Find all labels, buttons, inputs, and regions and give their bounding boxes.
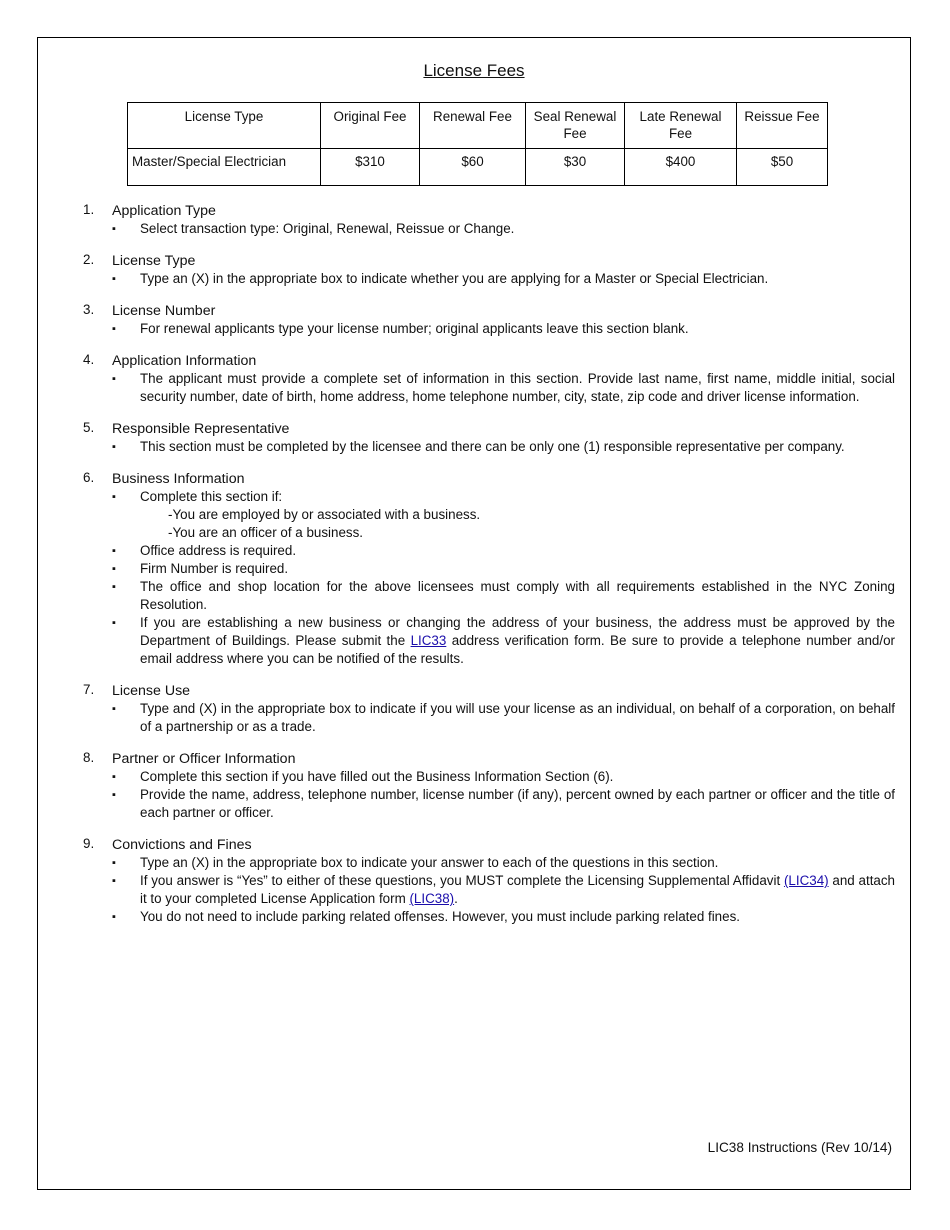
section-application-type [83, 202, 895, 238]
page-frame [37, 37, 911, 1190]
section-number: 5. [83, 420, 95, 435]
bullet-item: ▪ Type an (X) in the appropriate box to indicate whether you are applying for a Master or Special Electrician. [140, 270, 895, 288]
bullet-text: If you are establishing a new business or changing the address of your business, the address must be approved by the Department of Buildings. Please submit the [140, 615, 895, 648]
section-number: 4. [83, 352, 95, 367]
section-heading: Partner or Officer Information [112, 751, 296, 767]
bullet-item: ▪ Provide the name, address, telephone number, license number (if any), percent owned by each partner or officer and the title of each partner or officer. [140, 786, 895, 822]
section-heading: License Type [112, 253, 196, 269]
bullet-text: If you answer is “Yes” to either of these questions, you MUST complete the Licensing Supplemental Affidavit [140, 873, 784, 888]
section-heading: Business Information [112, 471, 245, 487]
section-heading: Application Type [112, 203, 216, 219]
bullet-item: ▪ Select transaction type: Original, Renewal, Reissue or Change. [140, 220, 895, 238]
section-convictions-and-fines [83, 836, 895, 926]
header-original-fee: Original Fee [321, 103, 420, 149]
bullet-item: ▪ Type and (X) in the appropriate box to indicate if you will use your license as an individual, on behalf of a corporation, on behalf of a partnership or as a trade. [140, 700, 895, 736]
bullet-text: . [454, 891, 458, 906]
cell-license-type: Master/Special Electrician [128, 149, 321, 186]
section-number: 9. [83, 836, 95, 851]
cell-late-renewal-fee: $400 [625, 149, 737, 186]
fee-table-header-row [128, 103, 828, 149]
instructions-list [83, 202, 895, 940]
footer-revision: LIC38 Instructions (Rev 10/14) [707, 1140, 892, 1155]
lic38-link[interactable]: (LIC38) [409, 891, 455, 906]
section-number: 1. [83, 202, 95, 217]
cell-renewal-fee: $60 [420, 149, 526, 186]
bullet-item: ▪ The office and shop location for the above licensees must comply with all requirements established in the NYC Zoning Resolution. [140, 578, 895, 614]
bullet-item: ▪ Complete this section if you have filled out the Business Information Section (6). [140, 768, 895, 786]
cell-reissue-fee: $50 [737, 149, 828, 186]
table-row [128, 149, 828, 186]
header-reissue-fee: Reissue Fee [737, 103, 828, 149]
section-heading: License Use [112, 683, 191, 699]
bullet-item [140, 872, 895, 908]
cell-seal-renewal-fee: $30 [526, 149, 625, 186]
section-license-type [83, 252, 895, 288]
bullet-text: Complete this section if: [140, 489, 283, 504]
bullet-item: ▪ The applicant must provide a complete set of information in this section. Provide last name, first name, middle initial, social security number, date of birth, home address, home telephone number, city, state, zip code and driver license information. [140, 370, 895, 406]
page-title: License Fees [423, 61, 525, 80]
section-number: 2. [83, 252, 95, 267]
bullet-item: ▪ This section must be completed by the licensee and there can be only one (1) responsible representative per company. [140, 438, 895, 456]
section-license-use [83, 682, 895, 736]
bullet-item [140, 488, 895, 542]
section-responsible-representative [83, 420, 895, 456]
bullet-text: address verification form. Be sure to provide a telephone number and/or email address where you can be notified of the results. [140, 633, 895, 666]
sub-item: -You are an officer of a business. [168, 525, 364, 540]
sub-item: -You are employed by or associated with a business. [168, 507, 481, 522]
section-number: 7. [83, 682, 95, 697]
section-number: 6. [83, 470, 95, 485]
bullet-item: ▪ Office address is required. [140, 542, 895, 560]
section-partner-officer-information [83, 750, 895, 822]
section-number: 8. [83, 750, 95, 765]
bullet-item: ▪ You do not need to include parking related offenses. However, you must include parking related fines. [140, 908, 895, 926]
bullet-item: ▪ Type an (X) in the appropriate box to indicate your answer to each of the questions in this section. [140, 854, 895, 872]
section-license-number [83, 302, 895, 338]
section-heading: Convictions and Fines [112, 837, 252, 853]
lic34-link[interactable]: (LIC34) [783, 873, 829, 888]
section-heading: Responsible Representative [112, 421, 290, 437]
section-number: 3. [83, 302, 95, 317]
header-late-renewal-fee: Late Renewal Fee [625, 103, 737, 149]
section-application-information [83, 352, 895, 406]
fee-table [127, 102, 828, 186]
header-license-type: License Type [128, 103, 321, 149]
header-seal-renewal-fee: Seal Renewal Fee [526, 103, 625, 149]
bullet-item [140, 614, 895, 668]
section-heading: Application Information [112, 353, 257, 369]
lic33-link[interactable]: LIC33 [410, 633, 447, 648]
cell-original-fee: $310 [321, 149, 420, 186]
section-heading: License Number [112, 303, 216, 319]
section-business-information [83, 470, 895, 668]
header-renewal-fee: Renewal Fee [420, 103, 526, 149]
bullet-text: and attach it to your completed License Application form [140, 873, 895, 906]
bullet-item: ▪ Firm Number is required. [140, 560, 895, 578]
bullet-item: ▪ For renewal applicants type your license number; original applicants leave this section blank. [140, 320, 895, 338]
